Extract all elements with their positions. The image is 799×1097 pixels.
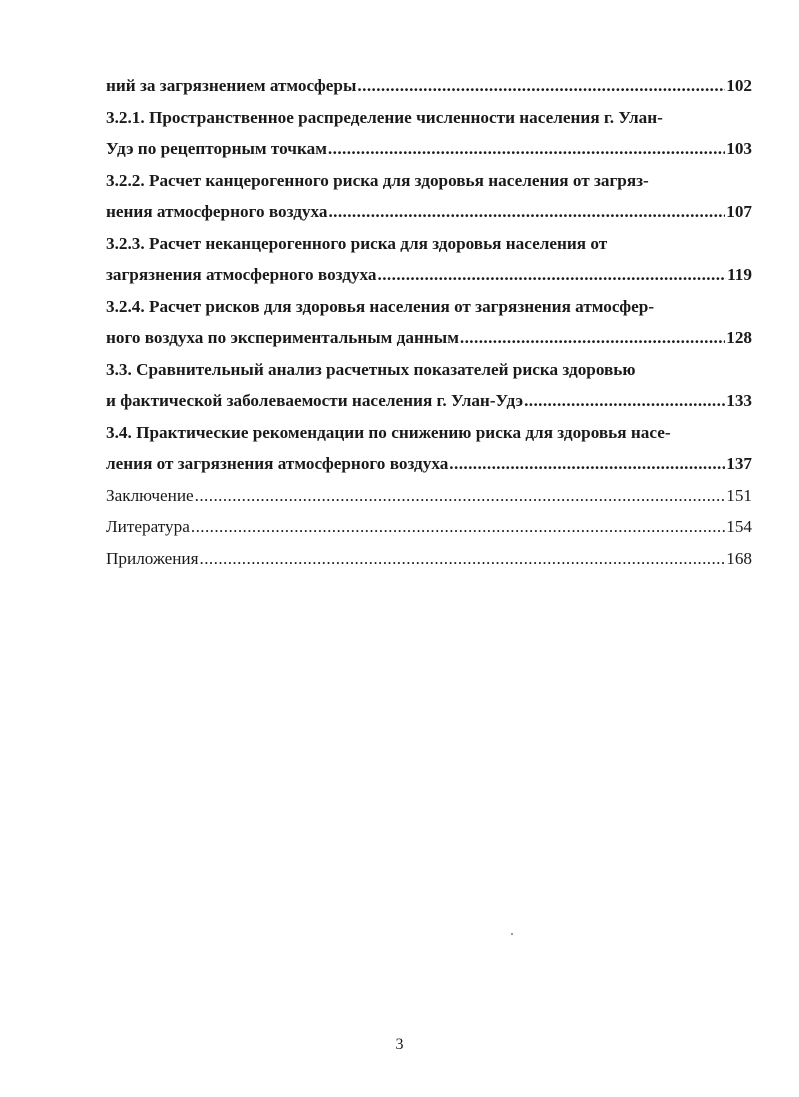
toc-entry-heading-line [106,354,752,386]
toc-entry-text: ления от загрязнения атмосферного воздуха [106,454,449,473]
toc-entry-text: 3.2.2. Расчет канцерогенного риска для здоровья населения от загряз- [106,170,649,190]
dot-leader [357,70,725,102]
toc-entry-continued-line [106,196,752,228]
table-of-contents [106,70,752,574]
toc-entry-continued-line [106,70,752,102]
toc-page-number: 103 [726,139,752,158]
toc-page-number: 107 [726,202,752,221]
toc-entry-heading-line [106,102,752,134]
toc-entry-text: 3.2.4. Расчет рисков для здоровья населения от загрязнения атмосфер- [106,296,655,316]
toc-entry-continued-line [106,385,752,417]
toc-entry-heading-line [106,291,752,323]
toc-entry-text: Удэ по рецепторным точкам [106,139,327,158]
toc-entry-continued-line [106,259,752,291]
toc-entry-text: нения атмосферного воздуха [106,202,328,221]
toc-entry-appendices [106,543,752,575]
toc-entry-heading-line [106,165,752,197]
toc-entry-text: Литература [106,517,190,536]
dot-leader [328,133,725,165]
dot-leader [191,511,725,543]
page-number: 3 [395,1036,404,1053]
dot-leader [524,385,725,417]
toc-page-number: 102 [726,76,752,95]
toc-entry-text: загрязнения атмосферного воздуха [106,265,377,284]
toc-entry-conclusion [106,480,752,512]
toc-entry-continued-line [106,322,752,354]
dot-leader [200,543,726,575]
toc-entry-text: 3.3. Сравнительный анализ расчетных показателей риска здоровью [106,359,636,379]
toc-entry-text: и фактической заболеваемости населения г. Улан-Удэ [106,391,524,410]
toc-entry-text: ного воздуха по экспериментальным данным [106,328,459,347]
toc-entry-text: ний за загрязнением атмосферы [106,76,357,95]
toc-page-number: 133 [726,391,752,410]
dot-leader [449,448,725,480]
toc-entry-text: Заключение [106,485,194,505]
scan-speck [511,933,513,935]
toc-page-number: 151 [726,485,752,505]
toc-entry-continued-line [106,448,752,480]
toc-page-number: 119 [727,265,752,284]
toc-page-number: 137 [726,454,752,473]
dot-leader [460,322,725,354]
toc-page-number: 154 [726,517,752,536]
toc-page-number: 128 [726,328,752,347]
toc-entry-text: 3.4. Практические рекомендации по снижению риска для здоровья насе- [106,422,671,442]
dot-leader [328,196,725,228]
toc-entry-literature [106,511,752,543]
dot-leader [195,480,726,512]
toc-entry-text: 3.2.3. Расчет неканцерогенного риска для здоровья населения от [106,233,608,253]
dot-leader [378,259,727,291]
toc-entry-text: 3.2.1. Пространственное распределение численности населения г. Улан- [106,107,663,127]
toc-page-number: 168 [726,548,752,568]
toc-entry-continued-line [106,133,752,165]
toc-entry-heading-line [106,417,752,449]
toc-entry-text: Приложения [106,548,199,568]
toc-entry-heading-line [106,228,752,260]
